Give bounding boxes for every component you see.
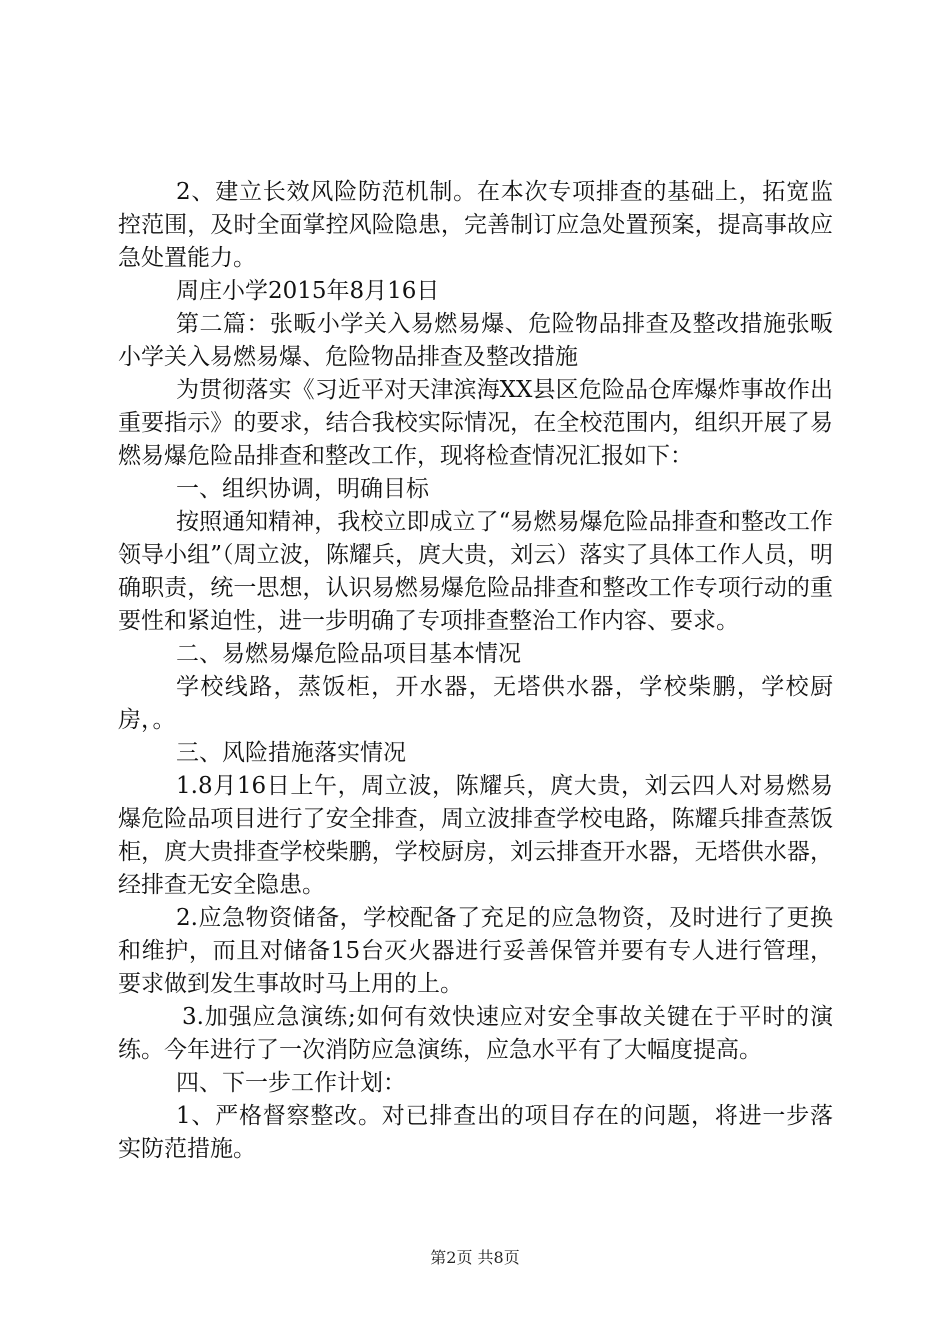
paragraph-mechanism: 2、建立长效风险防范机制。在本次专项排查的基础上，拓宽监控范围，及时全面掌控风险隐患，完善制订应急处置预案，提高事故应急处置能力。 xyxy=(118,179,833,271)
heading-section-1: 一、组织协调，明确目标 xyxy=(176,476,429,502)
paragraph-signature-date: 周庄小学2015年8月16日 xyxy=(176,278,440,304)
paragraph-section-2-body: 学校线路，蒸饭柜，开水器，无塔供水器，学校柴鹏，学校厨房，。 xyxy=(118,674,833,733)
paragraph-item-2: 2.应急物资储备，学校配备了充足的应急物资，及时进行了更换和维护，而且对储备15台灭火器进行妥善保管并要有专人进行管理，要求做到发生事故时马上用的上。 xyxy=(118,905,833,997)
document-body xyxy=(118,176,833,1166)
paragraph-section-1-body: 按照通知精神，我校立即成立了“易燃易爆危险品排查和整改工作领导小组”（周立波，陈耀兵，庹大贵，刘云）落实了具体工作人员，明确职责，统一思想，认识易燃易爆危险品排查和整改工作专项行动的重要性和紧迫性，进一步明确了专项排查整治工作内容、要求。 xyxy=(118,509,833,634)
heading-section-4: 四、下一步工作计划： xyxy=(176,1070,406,1096)
heading-section-3: 三、风险措施落实情况 xyxy=(176,740,406,766)
page-number-footer: 第2页 共8页 xyxy=(430,1248,520,1267)
paragraph-plan-1: 1、严格督察整改。对已排查出的项目存在的问题，将进一步落实防范措施。 xyxy=(118,1103,833,1162)
paragraph-second-title: 第二篇：张畈小学关入易燃易爆、危险物品排查及整改措施张畈小学关入易燃易爆、危险物品排查及整改措施 xyxy=(118,311,833,370)
paragraph-intro: 为贯彻落实《习近平对天津滨海XX县区危险品仓库爆炸事故作出重要指示》的要求，结合我校实际情况，在全校范围内，组织开展了易燃易爆危险品排查和整改工作，现将检查情况汇报如下： xyxy=(118,377,833,469)
heading-section-2: 二、易燃易爆危险品项目基本情况 xyxy=(176,641,521,667)
paragraph-item-1: 1.8月16日上午，周立波，陈耀兵，庹大贵，刘云四人对易燃易爆危险品项目进行了安全排查，周立波排查学校电路，陈耀兵排查蒸饭柜，庹大贵排查学校柴鹏，学校厨房，刘云排查开水器，无塔供水器，经排查无安全隐患。 xyxy=(118,773,833,898)
paragraph-item-3: 3.加强应急演练;如何有效快速应对安全事故关键在于平时的演练。今年进行了一次消防应急演练，应急水平有了大幅度提高。 xyxy=(118,1004,833,1063)
